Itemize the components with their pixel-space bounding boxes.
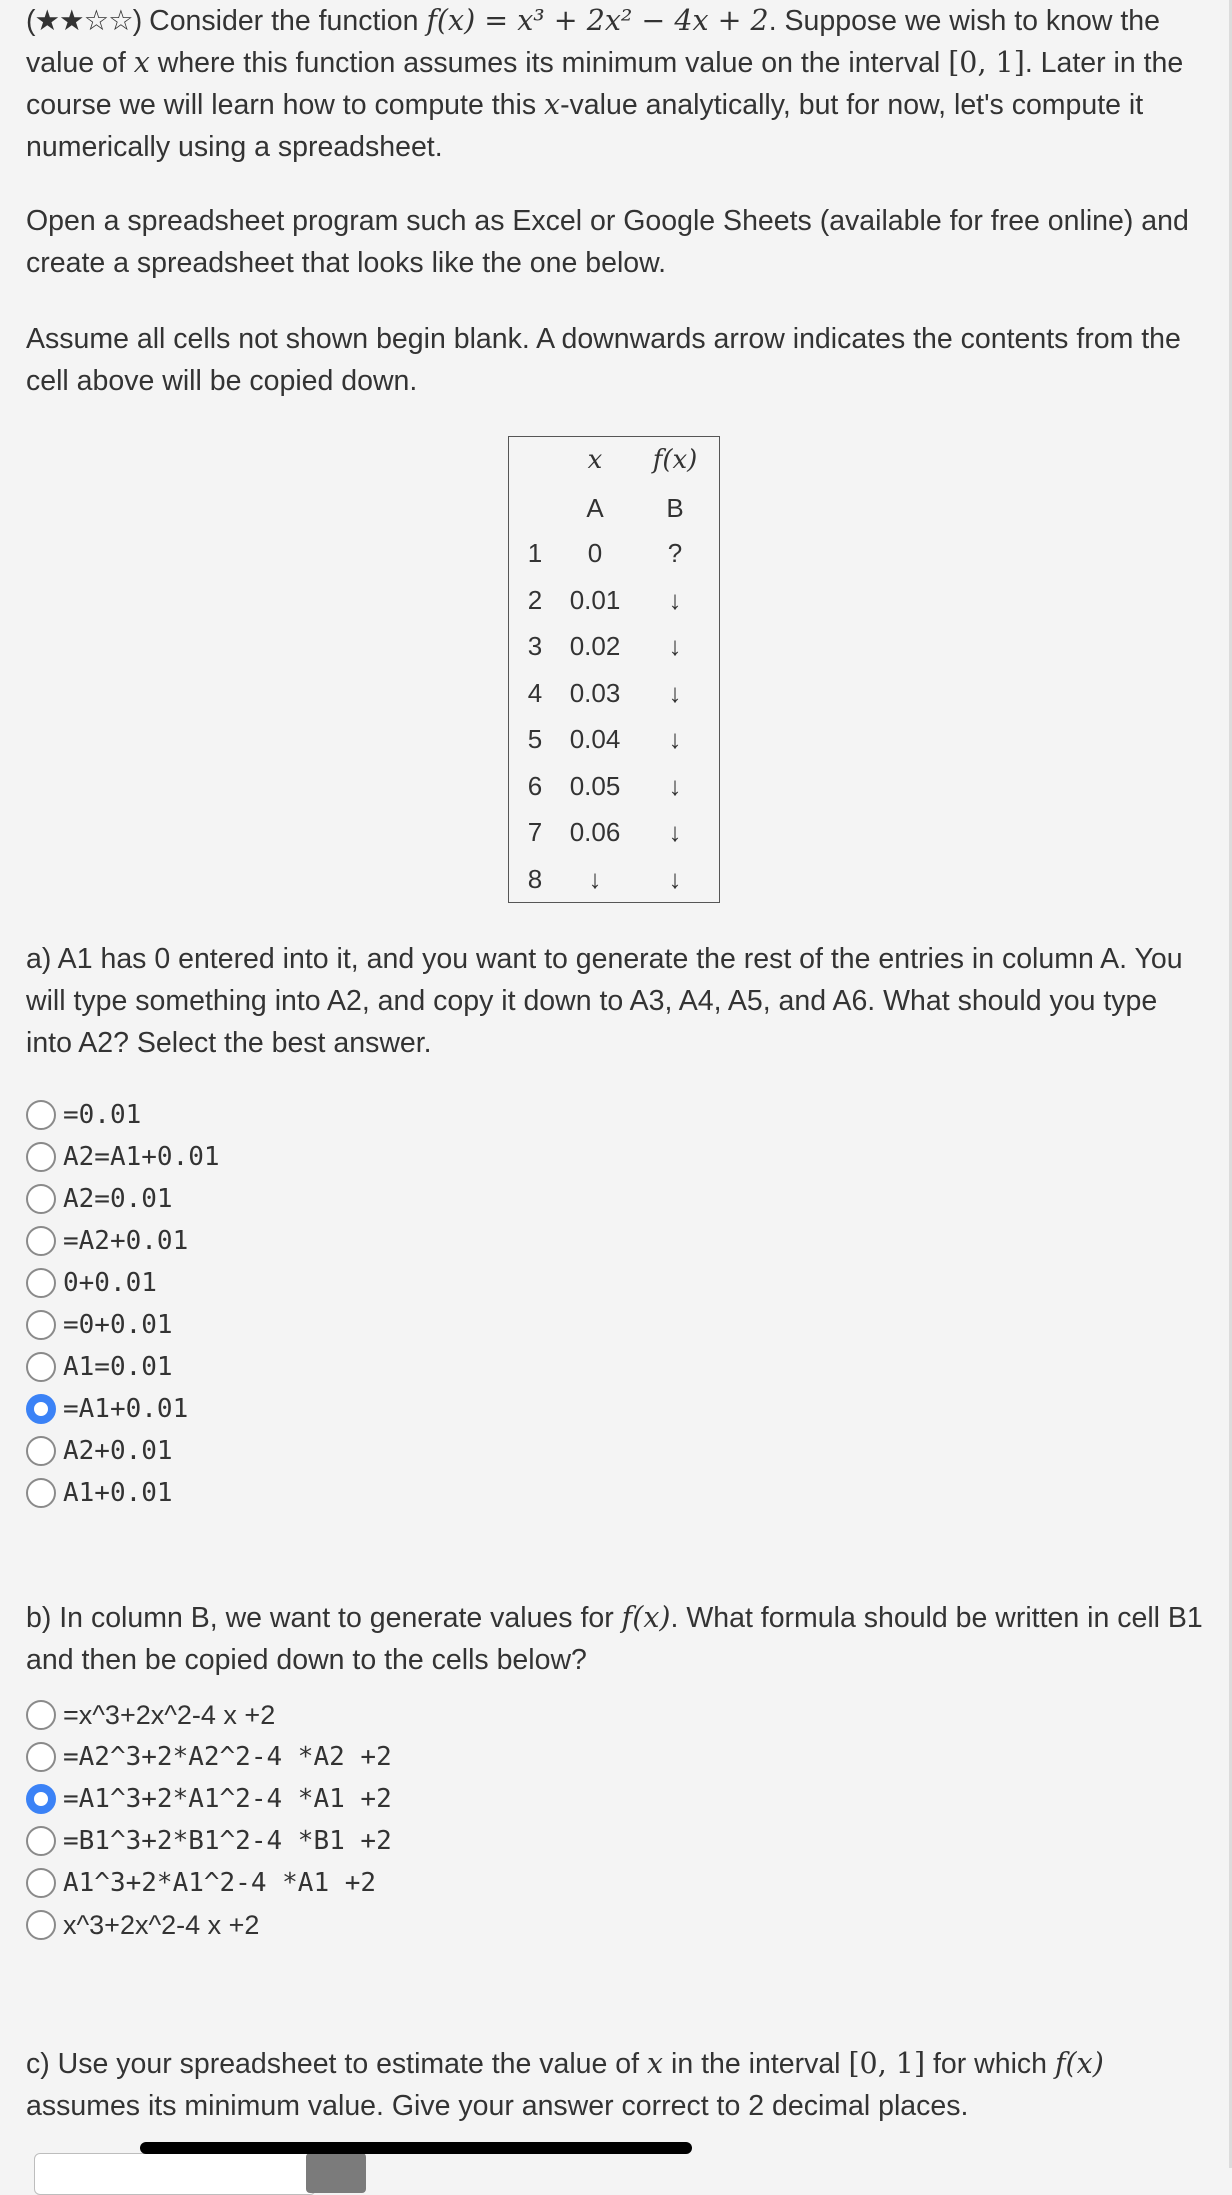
cell-a8: ↓ [588,864,602,894]
row-number: 3 [527,631,543,661]
cell-a4: 0.03 [569,678,621,708]
function-expression: f(x) = x³ + 2x² − 4x + 2 [426,4,769,37]
cell-b6: ↓ [668,771,682,801]
row-number: 6 [527,771,543,801]
cell-a6: 0.05 [569,771,621,801]
radio-circle-icon[interactable] [26,1142,56,1172]
radio-circle-icon[interactable] [26,1826,56,1856]
radio-circle-icon[interactable] [26,1478,56,1508]
radio-option[interactable]: =0.01 [26,1097,141,1133]
cell-a7: 0.06 [569,817,621,847]
cell-b3: ↓ [668,631,682,661]
answer-input[interactable] [34,2153,316,2195]
row-number: 1 [527,538,543,568]
radio-option[interactable]: A2=A1+0.01 [26,1139,220,1175]
radio-circle-icon[interactable] [26,1910,56,1940]
radio-option-selected[interactable]: =A1^3+2*A1^2-4 *A1 +2 [26,1781,392,1817]
cell-b5: ↓ [668,724,682,754]
radio-option[interactable]: 0+0.01 [26,1265,157,1301]
cell-b4: ↓ [668,678,682,708]
intro-paragraph: (★★☆☆) Consider the function f(x) = x³ + 2x² − 4x + 2. Suppose we wish to know the value of x where this function assumes its minimum value on the interval [0, 1]. Later in the course we will learn how to compute this x-value analytically, but for now, let's compute it numerically using a spreadsheet. [26,4,1184,163]
radio-option[interactable]: A1+0.01 [26,1475,173,1511]
radio-option[interactable]: =B1^3+2*B1^2-4 *B1 +2 [26,1823,392,1859]
difficulty-stars: (★★☆☆) [26,5,142,37]
radio-circle-icon[interactable] [26,1184,56,1214]
radio-option[interactable]: A1=0.01 [26,1349,173,1385]
col-b-header: B [666,493,684,523]
radio-circle-icon[interactable] [26,1100,56,1130]
radio-circle-icon[interactable] [26,1310,56,1340]
assumption-paragraph: Assume all cells not shown begin blank. A downwards arrow indicates the contents from the cell above will be copied down. [26,323,1181,397]
instructions-paragraph: Open a spreadsheet program such as Excel or Google Sheets (available for free online) and create a spreadsheet that looks like the one below. [26,205,1189,279]
radio-option[interactable]: A2=0.01 [26,1181,173,1217]
row-number: 4 [527,678,543,708]
row-number: 5 [527,724,543,754]
answer-button[interactable] [306,2153,366,2193]
cell-b2: ↓ [668,585,682,615]
col-a-header: A [586,493,604,523]
col-b-variable: f(x) [652,445,698,475]
cell-a1: 0 [587,538,603,568]
radio-circle-icon[interactable] [26,1742,56,1772]
radio-selected-icon[interactable] [26,1784,56,1814]
radio-circle-icon[interactable] [26,1868,56,1898]
radio-option[interactable]: A2+0.01 [26,1433,173,1469]
radio-option[interactable]: =x^3+2x^2-4 x +2 [26,1697,275,1733]
row-number: 8 [527,864,543,894]
interval: [0, 1] [948,46,1025,79]
row-number: 7 [527,817,543,847]
home-indicator[interactable] [140,2142,692,2154]
radio-circle-icon[interactable] [26,1226,56,1256]
row-number: 2 [527,585,543,615]
part-c-question: c) Use your spreadsheet to estimate the value of x in the interval [0, 1] for which f(x) assumes its minimum value. Give your answer correct to 2 decimal places. [26,2047,1104,2122]
radio-circle-icon[interactable] [26,1352,56,1382]
radio-circle-icon[interactable] [26,1268,56,1298]
radio-option[interactable]: =0+0.01 [26,1307,173,1343]
radio-option[interactable]: =A2^3+2*A2^2-4 *A2 +2 [26,1739,392,1775]
radio-option[interactable]: =A2+0.01 [26,1223,188,1259]
radio-circle-icon[interactable] [26,1436,56,1466]
cell-b8: ↓ [668,864,682,894]
cell-b7: ↓ [668,817,682,847]
spreadsheet-table [508,436,720,903]
part-a-question: a) A1 has 0 entered into it, and you want to generate the rest of the entries in column A. You will type something into A2, and copy it down to A3, A4, A5, and A6. What should you type into A2? Select the best answer. [26,943,1183,1059]
cell-a2: 0.01 [569,585,621,615]
radio-selected-icon[interactable] [26,1394,56,1424]
radio-option[interactable]: A1^3+2*A1^2-4 *A1 +2 [26,1865,376,1901]
radio-circle-icon[interactable] [26,1700,56,1730]
cell-a3: 0.02 [569,631,621,661]
cell-a5: 0.04 [569,724,621,754]
cell-b1: ? [667,538,683,568]
radio-option[interactable]: x^3+2x^2-4 x +2 [26,1907,259,1943]
col-a-variable: x [587,445,603,475]
radio-option-selected[interactable]: =A1+0.01 [26,1391,188,1427]
part-b-question: b) In column B, we want to generate values for f(x). What formula should be written in cell B1 and then be copied down to the cells below? [26,1601,1203,1676]
